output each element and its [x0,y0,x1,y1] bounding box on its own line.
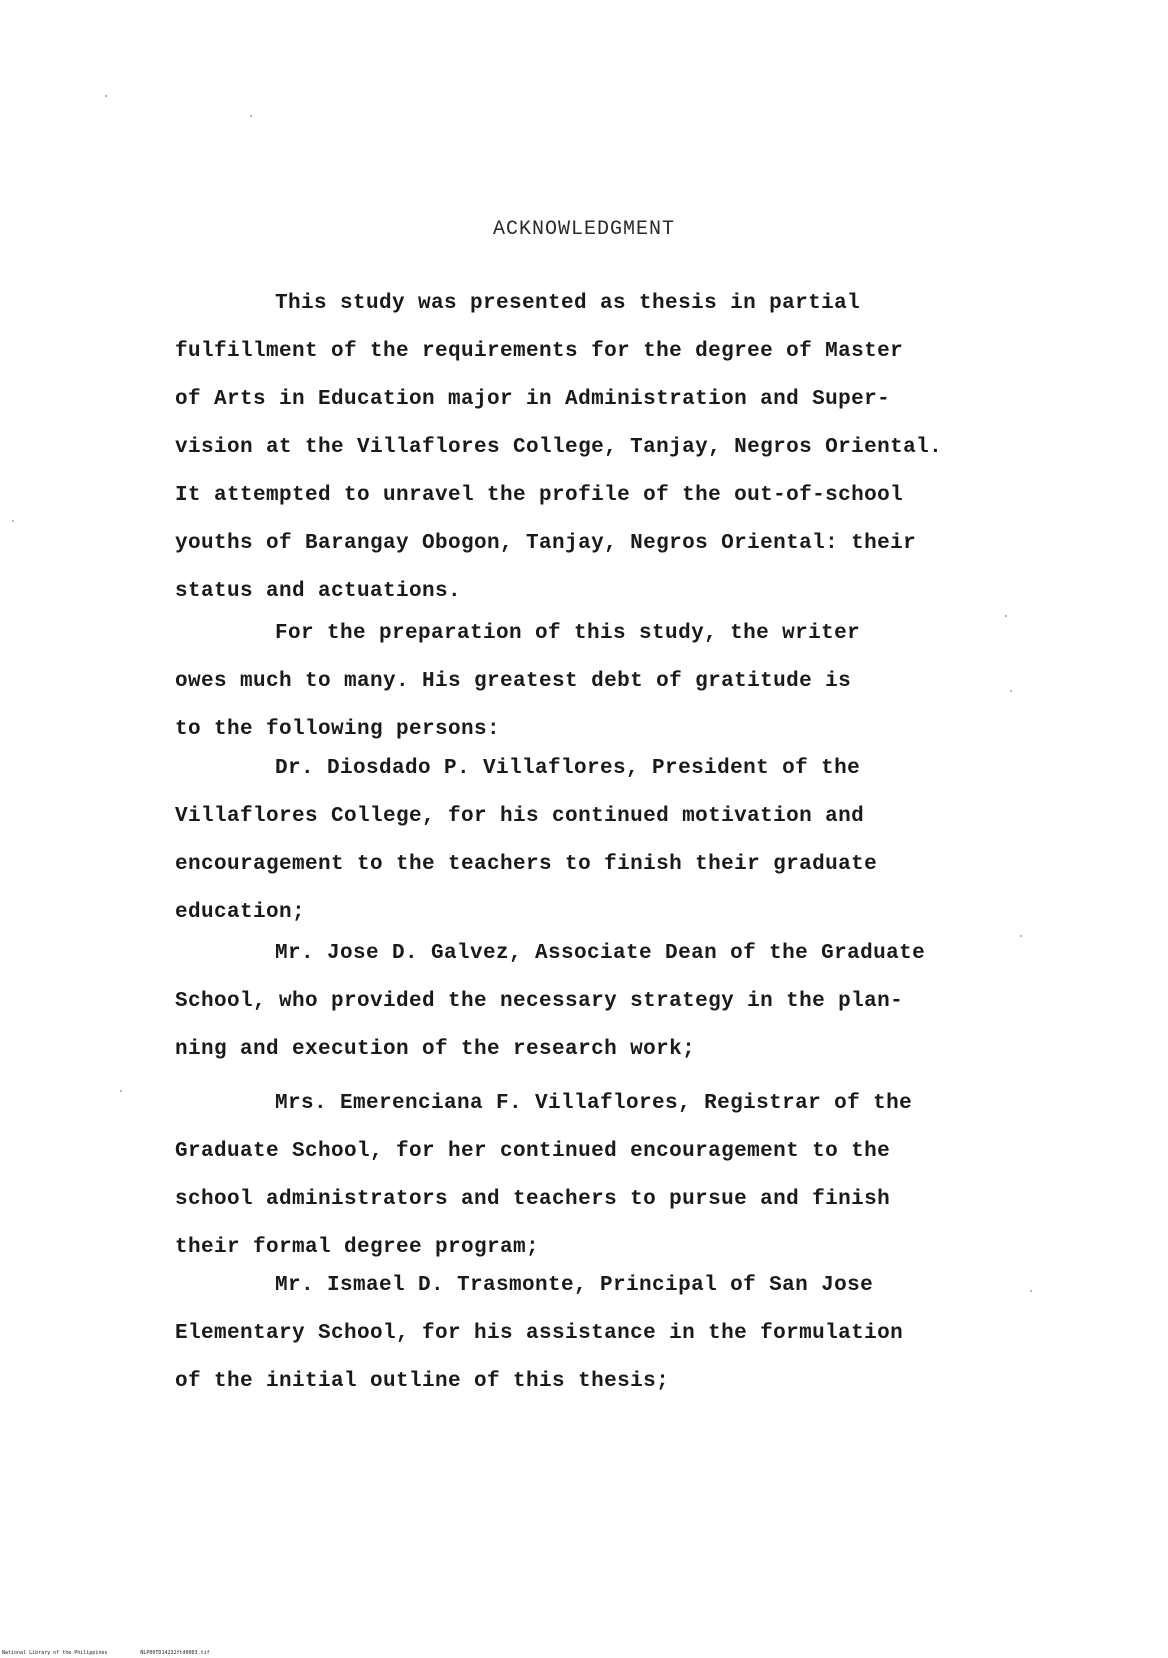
paragraph-acknowledgee-president [175,745,1035,937]
text-line: Dr. Diosdado P. Villaflores, President of the [275,757,861,780]
scan-speck [1010,690,1012,692]
scan-speck [250,115,252,117]
text-line: ning and execution of the research work; [175,1038,696,1061]
text-line: Elementary School, for his assistance in the formulation [175,1322,904,1345]
footer-library: National Library of the Philippines [2,1650,108,1656]
scan-speck [1030,1290,1032,1292]
text-line: It attempted to unravel the profile of the out-of-school [175,484,904,507]
paragraph-gratitude-intro [175,610,1035,754]
scan-speck [1020,935,1022,937]
paragraph-acknowledgee-principal [175,1262,1035,1406]
scan-speck [12,520,14,522]
text-line: to the following persons: [175,718,501,741]
paragraph-acknowledgee-dean [175,930,1035,1074]
text-line: youths of Barangay Obogon, Tanjay, Negros Oriental: their [175,532,917,555]
text-line: encouragement to the teachers to finish their graduate [175,853,878,876]
text-line: of Arts in Education major in Administration and Super- [175,388,891,411]
paragraph-acknowledgee-registrar [175,1080,1035,1272]
text-line: of the initial outline of this thesis; [175,1370,670,1393]
text-line: status and actuations. [175,580,462,603]
text-line: their formal degree program; [175,1236,540,1259]
scan-speck [1005,615,1007,617]
text-line: School, who provided the necessary strategy in the plan- [175,990,904,1013]
paragraph-thesis-statement [175,280,1035,616]
text-line: vision at the Villaflores College, Tanjay, Negros Oriental. [175,436,943,459]
text-line: fulfillment of the requirements for the degree of Master [175,340,904,363]
document-title: ACKNOWLEDGMENT [492,218,676,241]
text-line: Mrs. Emerenciana F. Villaflores, Registrar of the [275,1092,913,1115]
text-line: education; [175,901,306,924]
scan-footer [2,1650,240,1656]
scan-speck [105,95,107,97]
text-line: Graduate School, for her continued encouragement to the [175,1140,891,1163]
text-line: This study was presented as thesis in partial [275,292,861,315]
text-line: Villaflores College, for his continued motivation and [175,805,865,828]
text-line: For the preparation of this study, the writer [275,622,861,645]
scan-speck [120,1090,122,1092]
text-line: Mr. Jose D. Galvez, Associate Dean of the Graduate [275,942,926,965]
text-line: school administrators and teachers to pursue and finish [175,1188,891,1211]
footer-file: NLP00TD14232ftd0003.tif [140,1650,210,1656]
text-line: owes much to many. His greatest debt of gratitude is [175,670,852,693]
text-line: Mr. Ismael D. Trasmonte, Principal of San Jose [275,1274,874,1297]
